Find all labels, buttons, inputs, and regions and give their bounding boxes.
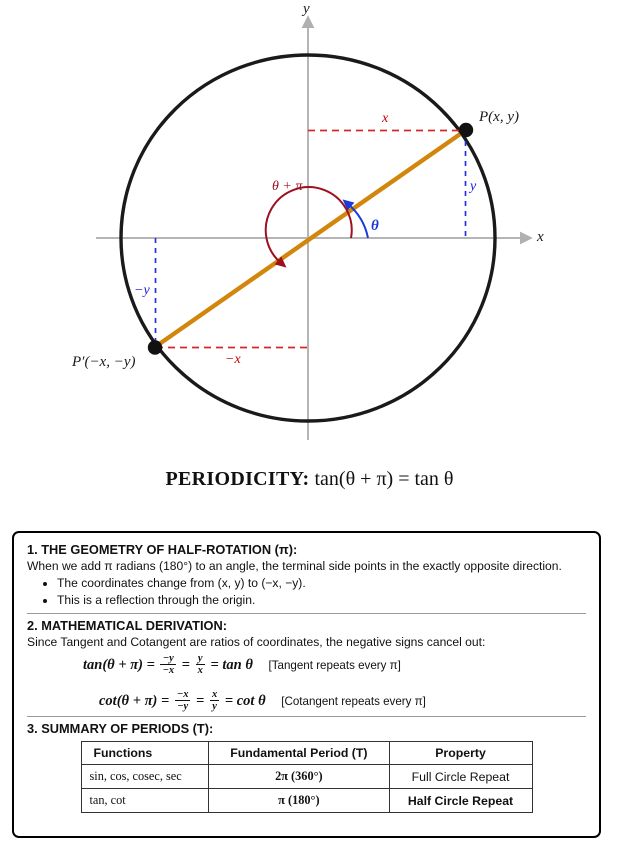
section3-heading: 3. SUMMARY OF PERIODS (T): [27,721,214,737]
frac-numerator: y [196,653,205,665]
cell-property: Full Circle Repeat [389,765,532,789]
cell-functions: sin, cos, cosec, sec [81,765,209,789]
periodicity-equation: tan(θ + π) = tan θ [314,468,454,490]
frac-numerator: x [211,689,218,701]
periods-table [81,741,533,813]
periodicity-heading: PERIODICITY: [165,468,310,490]
cell-period: 2π (360°) [209,765,389,789]
frac-numerator: −x [176,689,189,701]
cell-functions: tan, cot [81,789,209,813]
section2-heading: 2. MATHEMATICAL DERIVATION: [27,617,228,633]
point-p-prime [148,340,162,354]
frac-denominator: x [197,665,203,677]
formula-cotangent-frac2 [210,689,219,712]
x-axis-label: x [537,229,544,245]
frac-denominator: −y [177,701,189,713]
frac-denominator: y [212,701,217,713]
table-row [81,765,532,789]
list-item: • The coordinates change from (x, y) to (−x, −y). [57,575,586,592]
table-header-row [81,742,532,765]
divider-1 [27,613,586,614]
formula-tangent [27,654,586,677]
formula-tangent-note: [Tangent repeats every π] [268,658,401,672]
segment-x-label: x [382,111,389,126]
formula-cotangent-note: [Cotangent repeats every π] [281,695,426,709]
divider-2 [27,716,586,717]
formula-cotangent-rhs: = cot θ [224,693,266,710]
section2-body: Since Tangent and Cotangent are ratios of coordinates, the negative signs cancel out: [27,634,486,649]
segment-neg-y-label: −y [134,283,150,298]
formula-cotangent-eq: = [196,693,205,710]
table-row [81,789,532,813]
angle-theta-label: θ [371,218,379,234]
frac-numerator: −y [160,653,176,665]
table-header-functions: Functions [81,742,209,765]
explanation-box [12,531,601,838]
formula-tangent-rhs: = tan θ [210,656,253,673]
formula-tangent-frac1 [160,653,176,676]
periodicity-title [0,468,619,491]
point-p-prime-label: P′(−x, −y) [72,354,136,370]
formula-tangent-lhs: tan(θ + π) = [83,656,155,673]
segment-y-label: y [470,179,477,194]
segment-neg-x-label: −x [225,352,241,367]
cell-period: π (180°) [209,789,389,813]
y-axis-label: y [303,1,310,17]
table-header-property: Property [389,742,532,765]
formula-cotangent-frac1 [175,689,191,712]
section1-body: When we add π radians (180°) to an angle, the terminal side points in the exactly opposite direction. [27,559,562,573]
cell-property: Half Circle Repeat [389,789,532,813]
angle-theta-plus-pi-label: θ + π [272,179,303,194]
formula-tangent-eq: = [181,656,190,673]
formula-cotangent-lhs: cot(θ + π) = [99,693,170,710]
section1-heading: 1. THE GEOMETRY OF HALF-ROTATION (π): [27,542,298,557]
formula-tangent-frac2 [196,653,205,676]
frac-denominator: −x [162,665,175,677]
point-p [459,123,473,137]
section1-bullets [27,575,586,609]
table-header-period: Fundamental Period (T) [209,742,389,765]
formula-cotangent [27,690,586,713]
list-item: • This is a reflection through the origin. [57,592,586,609]
point-p-label: P(x, y) [479,109,519,125]
